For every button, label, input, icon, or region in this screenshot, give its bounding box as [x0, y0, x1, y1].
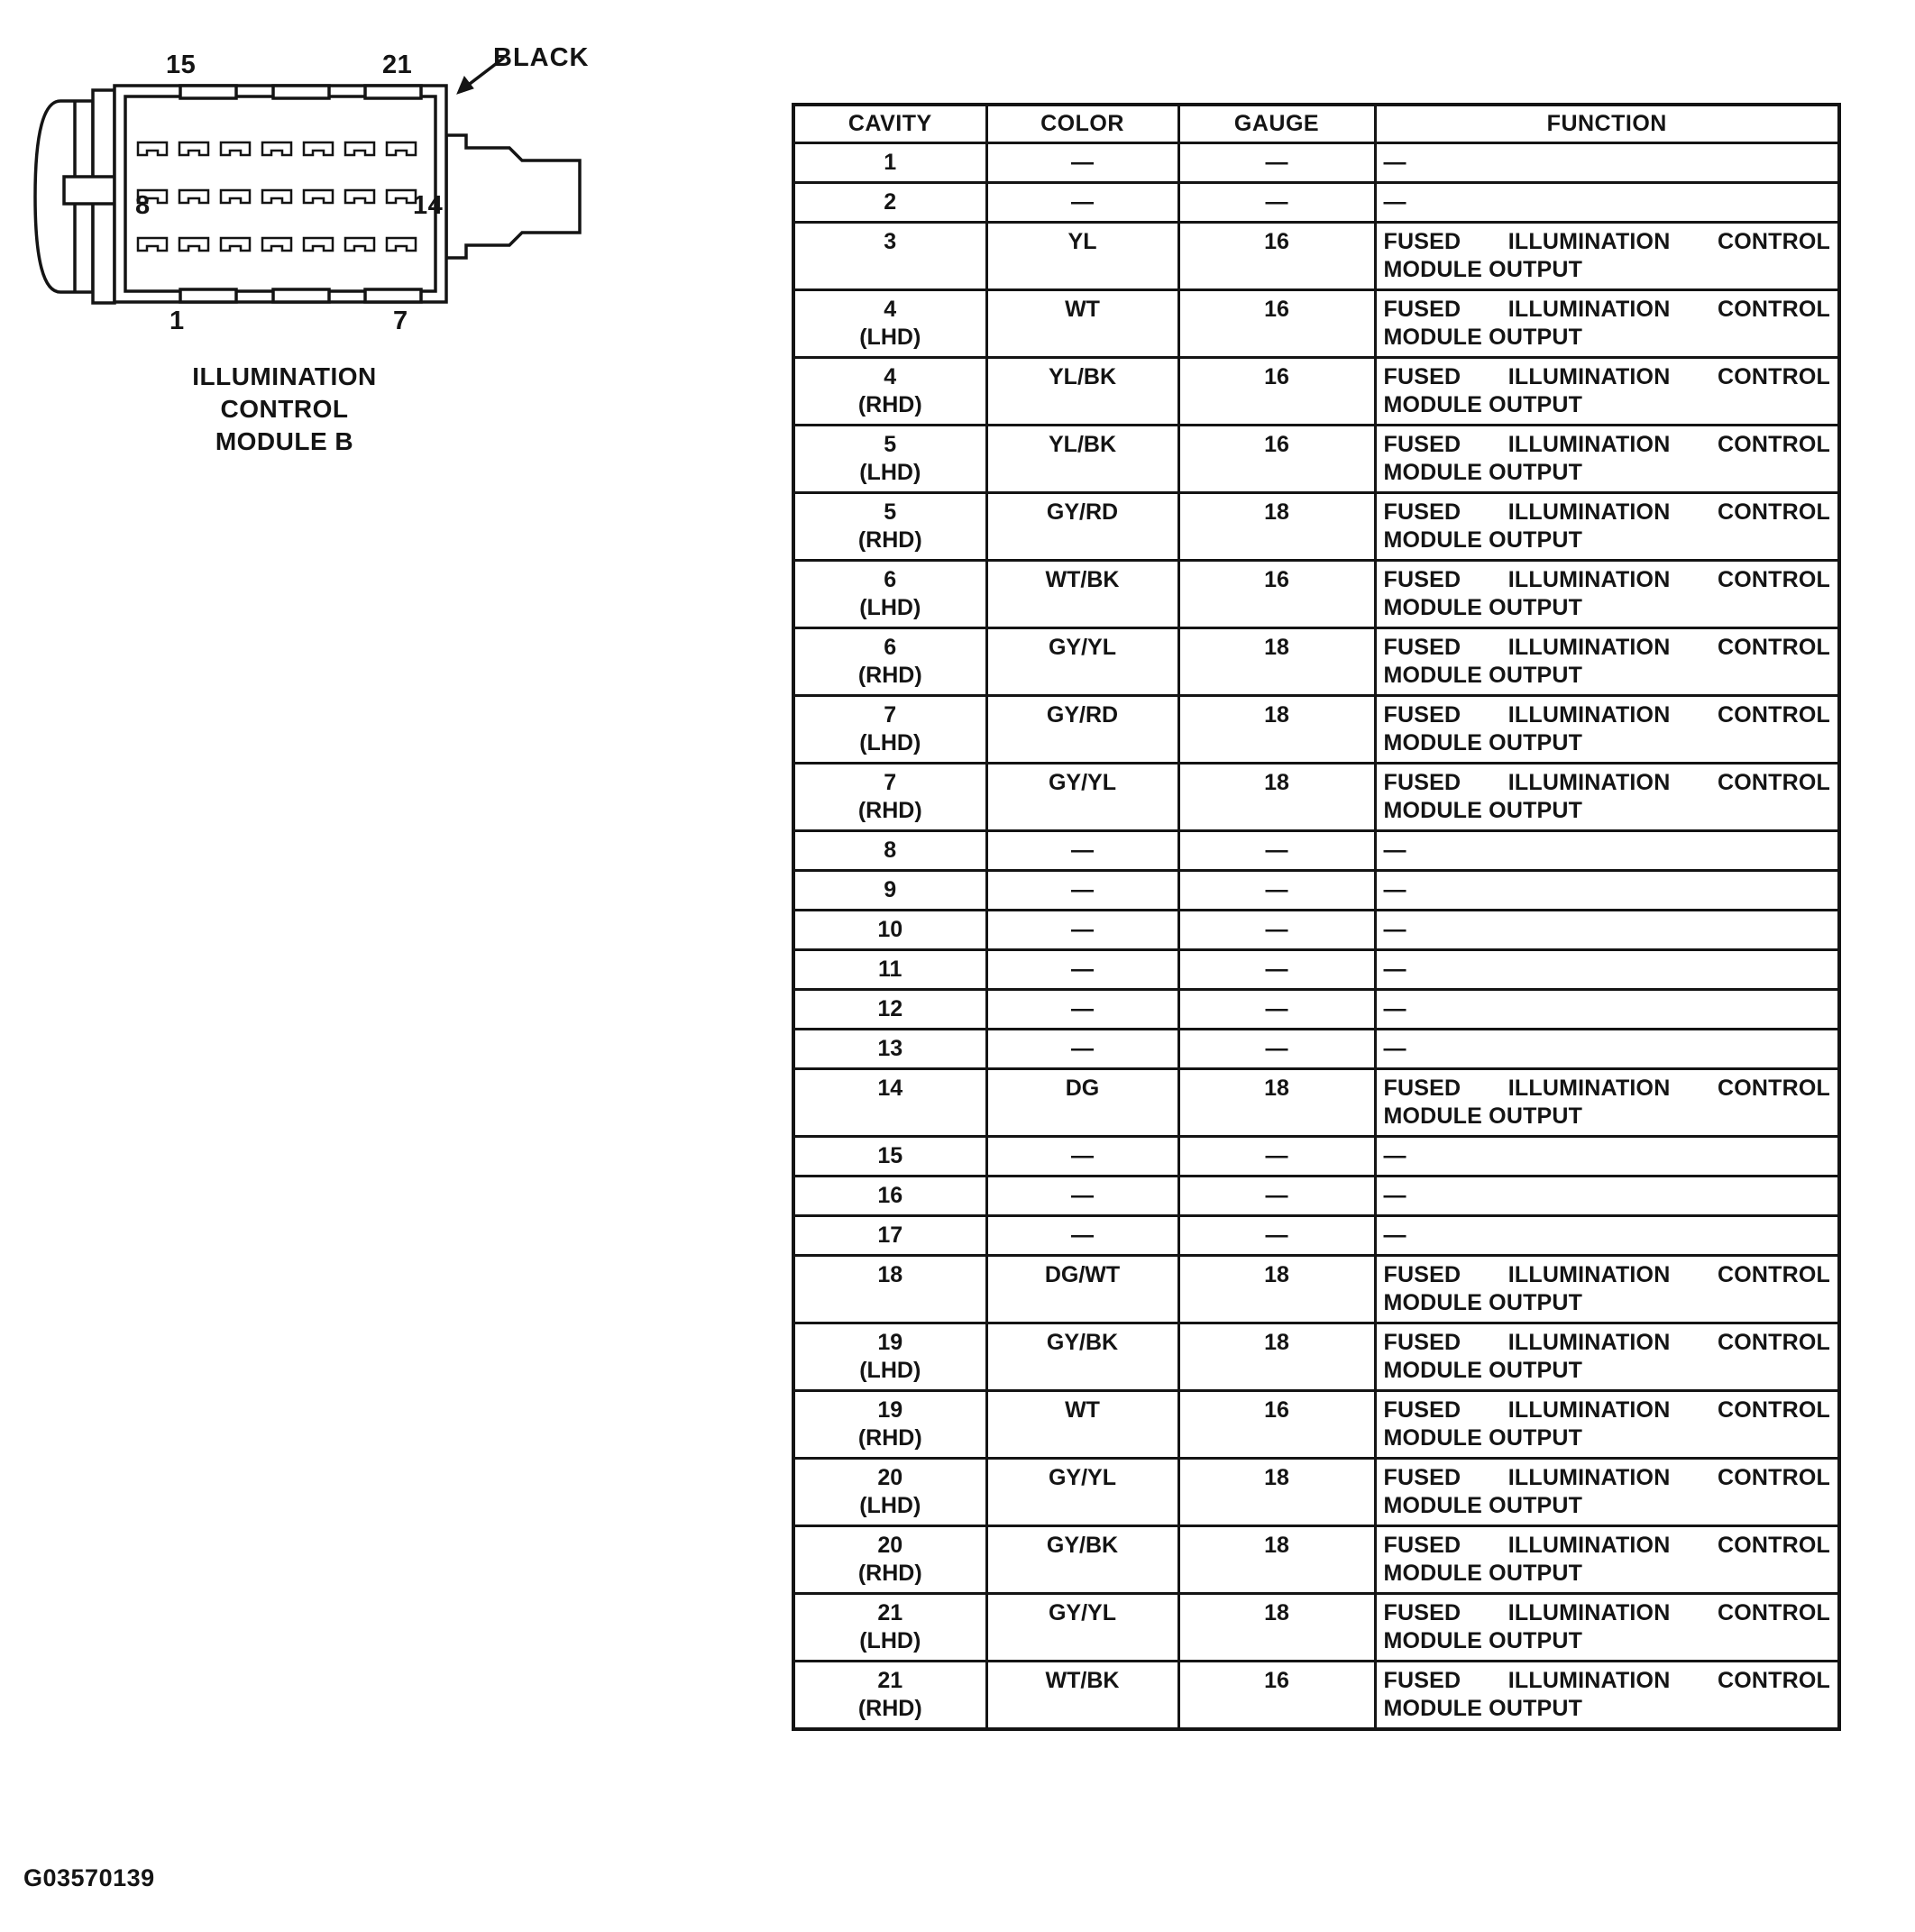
caption-line-3: MODULE B: [215, 426, 354, 455]
color-cell: —: [986, 1136, 1178, 1176]
housing-tab: [273, 289, 329, 302]
cavity-cell: 4 (RHD): [793, 357, 986, 425]
gauge-cell: —: [1178, 1136, 1375, 1176]
function-cell: FUSED ILLUMINATION CONTROL MODULE OUTPUT: [1375, 1323, 1839, 1390]
gauge-cell: 16: [1178, 289, 1375, 357]
pinout-row: [793, 357, 1839, 425]
cavity-cell: 20 (RHD): [793, 1525, 986, 1593]
function-cell: FUSED ILLUMINATION CONTROL MODULE OUTPUT: [1375, 627, 1839, 695]
function-cell: FUSED ILLUMINATION CONTROL MODULE OUTPUT: [1375, 560, 1839, 627]
gauge-cell: 18: [1178, 1068, 1375, 1136]
color-cell: GY/BK: [986, 1323, 1178, 1390]
color-cell: GY/YL: [986, 1458, 1178, 1525]
cavity-cell: 20 (LHD): [793, 1458, 986, 1525]
function-cell: FUSED ILLUMINATION CONTROL MODULE OUTPUT: [1375, 1390, 1839, 1458]
gauge-cell: —: [1178, 989, 1375, 1029]
gauge-cell: 18: [1178, 1458, 1375, 1525]
pinout-row: [793, 870, 1839, 910]
function-cell: —: [1375, 949, 1839, 989]
function-cell: FUSED ILLUMINATION CONTROL MODULE OUTPUT: [1375, 222, 1839, 289]
color-cell: —: [986, 989, 1178, 1029]
function-cell: FUSED ILLUMINATION CONTROL MODULE OUTPUT: [1375, 1661, 1839, 1729]
cavity-cell: 9: [793, 870, 986, 910]
color-cell: DG/WT: [986, 1255, 1178, 1323]
gauge-cell: 16: [1178, 1390, 1375, 1458]
function-cell: FUSED ILLUMINATION CONTROL MODULE OUTPUT: [1375, 492, 1839, 560]
function-cell: —: [1375, 1136, 1839, 1176]
gauge-cell: —: [1178, 830, 1375, 870]
color-cell: GY/RD: [986, 695, 1178, 763]
color-cell: YL: [986, 222, 1178, 289]
pinout-row: [793, 1661, 1839, 1729]
pin-label-bottom-right: 7: [393, 307, 408, 335]
function-cell: —: [1375, 830, 1839, 870]
cavity-cell: 21 (RHD): [793, 1661, 986, 1729]
gauge-cell: —: [1178, 949, 1375, 989]
cavity-cell: 6 (RHD): [793, 627, 986, 695]
connector-plug: [446, 135, 580, 258]
gauge-cell: —: [1178, 182, 1375, 222]
pin-label-top-left: 15: [166, 50, 197, 79]
gauge-cell: 16: [1178, 560, 1375, 627]
gauge-cell: 18: [1178, 1525, 1375, 1593]
function-cell: —: [1375, 989, 1839, 1029]
housing-tab: [180, 289, 236, 302]
pinout-row: [793, 1176, 1839, 1215]
function-cell: —: [1375, 142, 1839, 182]
cavity-cell: 5 (LHD): [793, 425, 986, 492]
header-cavity: CAVITY: [793, 105, 986, 142]
gauge-cell: 18: [1178, 695, 1375, 763]
color-cell: WT/BK: [986, 1661, 1178, 1729]
cavity-cell: 17: [793, 1215, 986, 1255]
color-cell: GY/YL: [986, 1593, 1178, 1661]
function-cell: FUSED ILLUMINATION CONTROL MODULE OUTPUT: [1375, 1593, 1839, 1661]
pinout-row: [793, 1029, 1839, 1068]
function-cell: —: [1375, 870, 1839, 910]
figure-id: G03570139: [23, 1864, 155, 1891]
function-cell: FUSED ILLUMINATION CONTROL MODULE OUTPUT: [1375, 1255, 1839, 1323]
color-cell: WT: [986, 1390, 1178, 1458]
function-cell: —: [1375, 182, 1839, 222]
pinout-row: [793, 1458, 1839, 1525]
color-cell: GY/YL: [986, 763, 1178, 830]
gauge-cell: 16: [1178, 1661, 1375, 1729]
cavity-cell: 11: [793, 949, 986, 989]
pinout-row: [793, 1136, 1839, 1176]
pinout-row: [793, 763, 1839, 830]
color-cell: GY/BK: [986, 1525, 1178, 1593]
color-cell: —: [986, 870, 1178, 910]
gauge-cell: 18: [1178, 627, 1375, 695]
cavity-cell: 5 (RHD): [793, 492, 986, 560]
pinout-row: [793, 1323, 1839, 1390]
cavity-cell: 18: [793, 1255, 986, 1323]
connector-latch: [64, 177, 115, 204]
cavity-cell: 21 (LHD): [793, 1593, 986, 1661]
gauge-cell: 18: [1178, 492, 1375, 560]
pin-label-mid-left: 8: [135, 191, 151, 220]
gauge-cell: —: [1178, 1176, 1375, 1215]
function-cell: —: [1375, 1176, 1839, 1215]
gauge-cell: —: [1178, 1215, 1375, 1255]
function-cell: FUSED ILLUMINATION CONTROL MODULE OUTPUT: [1375, 1525, 1839, 1593]
function-cell: FUSED ILLUMINATION CONTROL MODULE OUTPUT: [1375, 425, 1839, 492]
function-cell: FUSED ILLUMINATION CONTROL MODULE OUTPUT: [1375, 289, 1839, 357]
color-cell: GY/RD: [986, 492, 1178, 560]
color-cell: —: [986, 1029, 1178, 1068]
cavity-cell: 13: [793, 1029, 986, 1068]
pinout-row: [793, 1068, 1839, 1136]
pinout-table-head: [793, 105, 1839, 142]
pinout-table: [792, 103, 1841, 1731]
cavity-cell: 7 (LHD): [793, 695, 986, 763]
gauge-cell: 16: [1178, 357, 1375, 425]
color-cell: DG: [986, 1068, 1178, 1136]
figure-caption: [142, 361, 426, 457]
gauge-cell: —: [1178, 870, 1375, 910]
cavity-cell: 3: [793, 222, 986, 289]
pinout-row: [793, 560, 1839, 627]
color-cell: GY/YL: [986, 627, 1178, 695]
header-function: FUNCTION: [1375, 105, 1839, 142]
cavity-cell: 19 (RHD): [793, 1390, 986, 1458]
gauge-cell: 18: [1178, 1323, 1375, 1390]
color-cell: —: [986, 830, 1178, 870]
function-cell: —: [1375, 1215, 1839, 1255]
pinout-row: [793, 142, 1839, 182]
function-cell: FUSED ILLUMINATION CONTROL MODULE OUTPUT: [1375, 695, 1839, 763]
cavity-cell: 8: [793, 830, 986, 870]
pinout-row: [793, 1593, 1839, 1661]
cavity-cell: 12: [793, 989, 986, 1029]
cavity-cell: 16: [793, 1176, 986, 1215]
pinout-row: [793, 910, 1839, 949]
pinout-row: [793, 222, 1839, 289]
color-cell: —: [986, 1176, 1178, 1215]
pinout-row: [793, 1390, 1839, 1458]
function-cell: FUSED ILLUMINATION CONTROL MODULE OUTPUT: [1375, 1458, 1839, 1525]
pinout-row: [793, 949, 1839, 989]
color-cell: —: [986, 142, 1178, 182]
pinout-row: [793, 627, 1839, 695]
connector-diagram-svg: [23, 45, 582, 334]
header-gauge: GAUGE: [1178, 105, 1375, 142]
color-cell: YL/BK: [986, 357, 1178, 425]
color-cell: —: [986, 949, 1178, 989]
color-cell: YL/BK: [986, 425, 1178, 492]
housing-tab: [180, 86, 236, 98]
header-color: COLOR: [986, 105, 1178, 142]
pin-label-top-right: 21: [382, 50, 413, 79]
cavity-cell: 7 (RHD): [793, 763, 986, 830]
gauge-cell: 18: [1178, 763, 1375, 830]
connector-figure: [0, 0, 631, 469]
pinout-row: [793, 182, 1839, 222]
cavity-cell: 2: [793, 182, 986, 222]
gauge-cell: —: [1178, 910, 1375, 949]
color-cell: WT: [986, 289, 1178, 357]
pinout-row: [793, 695, 1839, 763]
gauge-cell: 16: [1178, 425, 1375, 492]
function-cell: FUSED ILLUMINATION CONTROL MODULE OUTPUT: [1375, 1068, 1839, 1136]
function-cell: FUSED ILLUMINATION CONTROL MODULE OUTPUT: [1375, 357, 1839, 425]
function-cell: —: [1375, 910, 1839, 949]
connector-color-label: BLACK: [493, 43, 590, 72]
function-cell: FUSED ILLUMINATION CONTROL MODULE OUTPUT: [1375, 763, 1839, 830]
pinout-row: [793, 830, 1839, 870]
housing-tab: [365, 86, 421, 98]
pinout-row: [793, 1255, 1839, 1323]
function-cell: —: [1375, 1029, 1839, 1068]
pinout-row: [793, 289, 1839, 357]
color-cell: WT/BK: [986, 560, 1178, 627]
gauge-cell: 18: [1178, 1255, 1375, 1323]
cavity-cell: 14: [793, 1068, 986, 1136]
gauge-cell: 18: [1178, 1593, 1375, 1661]
cavity-cell: 19 (LHD): [793, 1323, 986, 1390]
cavity-cell: 15: [793, 1136, 986, 1176]
cavity-cell: 10: [793, 910, 986, 949]
pinout-row: [793, 989, 1839, 1029]
pin-label-bottom-left: 1: [170, 307, 185, 335]
caption-line-1: ILLUMINATION: [192, 362, 377, 390]
cavity-cell: 4 (LHD): [793, 289, 986, 357]
gauge-cell: 16: [1178, 222, 1375, 289]
pin-label-mid-right: 14: [413, 191, 444, 220]
pinout-table-body: [793, 142, 1839, 1729]
pinout-row: [793, 1525, 1839, 1593]
housing-tab: [365, 289, 421, 302]
caption-line-2: CONTROL: [220, 394, 349, 423]
gauge-cell: —: [1178, 1029, 1375, 1068]
pinout-row: [793, 425, 1839, 492]
gauge-cell: —: [1178, 142, 1375, 182]
cavity-cell: 6 (LHD): [793, 560, 986, 627]
cavity-cell: 1: [793, 142, 986, 182]
header-row: [793, 105, 1839, 142]
pinout-row: [793, 1215, 1839, 1255]
color-cell: —: [986, 910, 1178, 949]
color-cell: —: [986, 182, 1178, 222]
color-cell: —: [986, 1215, 1178, 1255]
pinout-row: [793, 492, 1839, 560]
housing-tab: [273, 86, 329, 98]
